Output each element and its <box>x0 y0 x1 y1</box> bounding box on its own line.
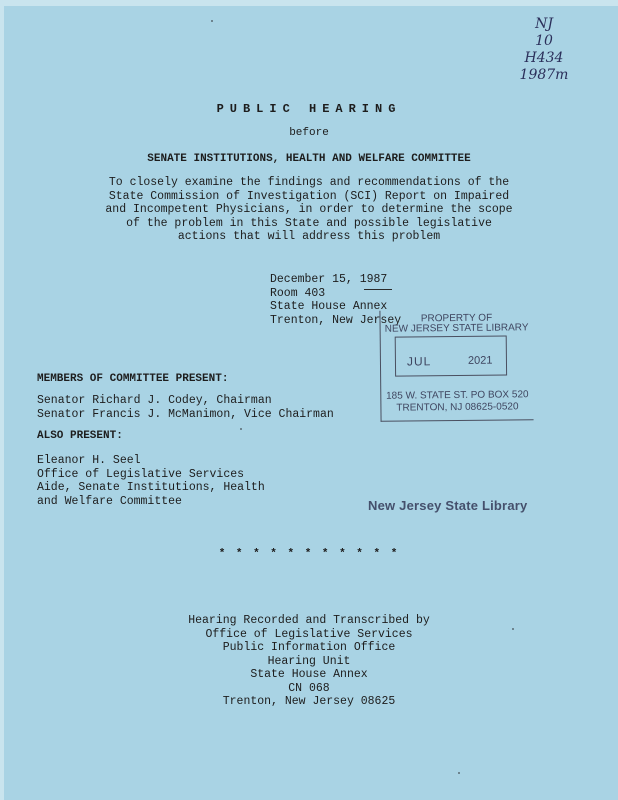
also-present-list <box>37 454 265 508</box>
also-present-line: Office of Legislative Services <box>37 467 245 481</box>
paper-edge-top <box>0 0 618 6</box>
footer-line: Hearing Unit <box>267 654 351 668</box>
stamp-year: 2021 <box>467 354 493 367</box>
footer-line: Hearing Recorded and Transcribed by <box>188 614 430 627</box>
also-present-heading: ALSO PRESENT: <box>37 430 123 442</box>
transcription-credit <box>0 614 618 709</box>
hearing-room: Room 403 <box>270 286 326 300</box>
handwritten-line: 10 <box>535 33 553 49</box>
document-title: PUBLIC HEARING <box>216 102 402 116</box>
also-present-line: and Welfare Committee <box>37 494 182 508</box>
hearing-date: December 15, 1987 <box>270 273 388 286</box>
purpose-line: and Incompetent Physicians, in order to determine the scope <box>105 203 513 216</box>
purpose-line: actions that will address this problem <box>177 230 441 243</box>
stamp-property-line: PROPERTY OF <box>420 312 493 325</box>
member-entry: Senator Richard J. Codey, Chairman <box>37 394 272 407</box>
library-property-stamp <box>379 309 533 422</box>
stamp-month: JUL <box>406 354 432 369</box>
footer-line: Office of Legislative Services <box>205 627 413 641</box>
footer-line: Trenton, New Jersey 08625 <box>222 695 396 708</box>
handwritten-line: NJ <box>535 16 553 32</box>
members-list <box>37 394 334 421</box>
member-entry: Senator Francis J. McManimon, Vice Chairman <box>37 407 334 421</box>
also-present-line: Eleanor H. Seel <box>37 454 141 467</box>
stamp-city-line: TRENTON, NJ 08625-0520 <box>396 401 519 414</box>
members-heading: MEMBERS OF COMMITTEE PRESENT: <box>37 373 229 385</box>
footer-line: Public Information Office <box>222 641 396 654</box>
before-label: before <box>289 127 329 139</box>
stamp-library-line: NEW JERSEY STATE LIBRARY <box>384 322 529 335</box>
stamp-address-line: 185 W. STATE ST. PO BOX 520 <box>386 389 529 402</box>
library-watermark: New Jersey State Library <box>368 498 528 513</box>
also-present-line: Aide, Senate Institutions, Health <box>37 481 265 494</box>
divider-asterisks: * * * * * * * * * * * <box>218 548 400 560</box>
paper-speck <box>458 772 460 774</box>
footer-line: State House Annex <box>250 668 368 681</box>
hearing-city: Trenton, New Jersey <box>270 313 402 327</box>
paper-speck <box>211 20 213 22</box>
handwritten-call-number <box>504 16 584 84</box>
paper-speck <box>240 428 242 430</box>
purpose-line: To closely examine the findings and recommendations of the <box>108 176 510 189</box>
hearing-purpose <box>90 176 528 244</box>
purpose-line: of the problem in this State and possible legislative <box>126 216 492 230</box>
committee-name: SENATE INSTITUTIONS, HEALTH AND WELFARE COMMITTEE <box>147 153 471 165</box>
date-underline <box>364 289 392 290</box>
hearing-building: State House Annex <box>270 300 388 313</box>
paper-speck <box>512 628 514 630</box>
handwritten-line: H434 <box>524 50 564 66</box>
purpose-line: State Commission of Investigation (SCI) Report on Impaired <box>108 189 510 203</box>
footer-line: CN 068 <box>288 681 330 695</box>
handwritten-line: 1987m <box>519 67 569 83</box>
